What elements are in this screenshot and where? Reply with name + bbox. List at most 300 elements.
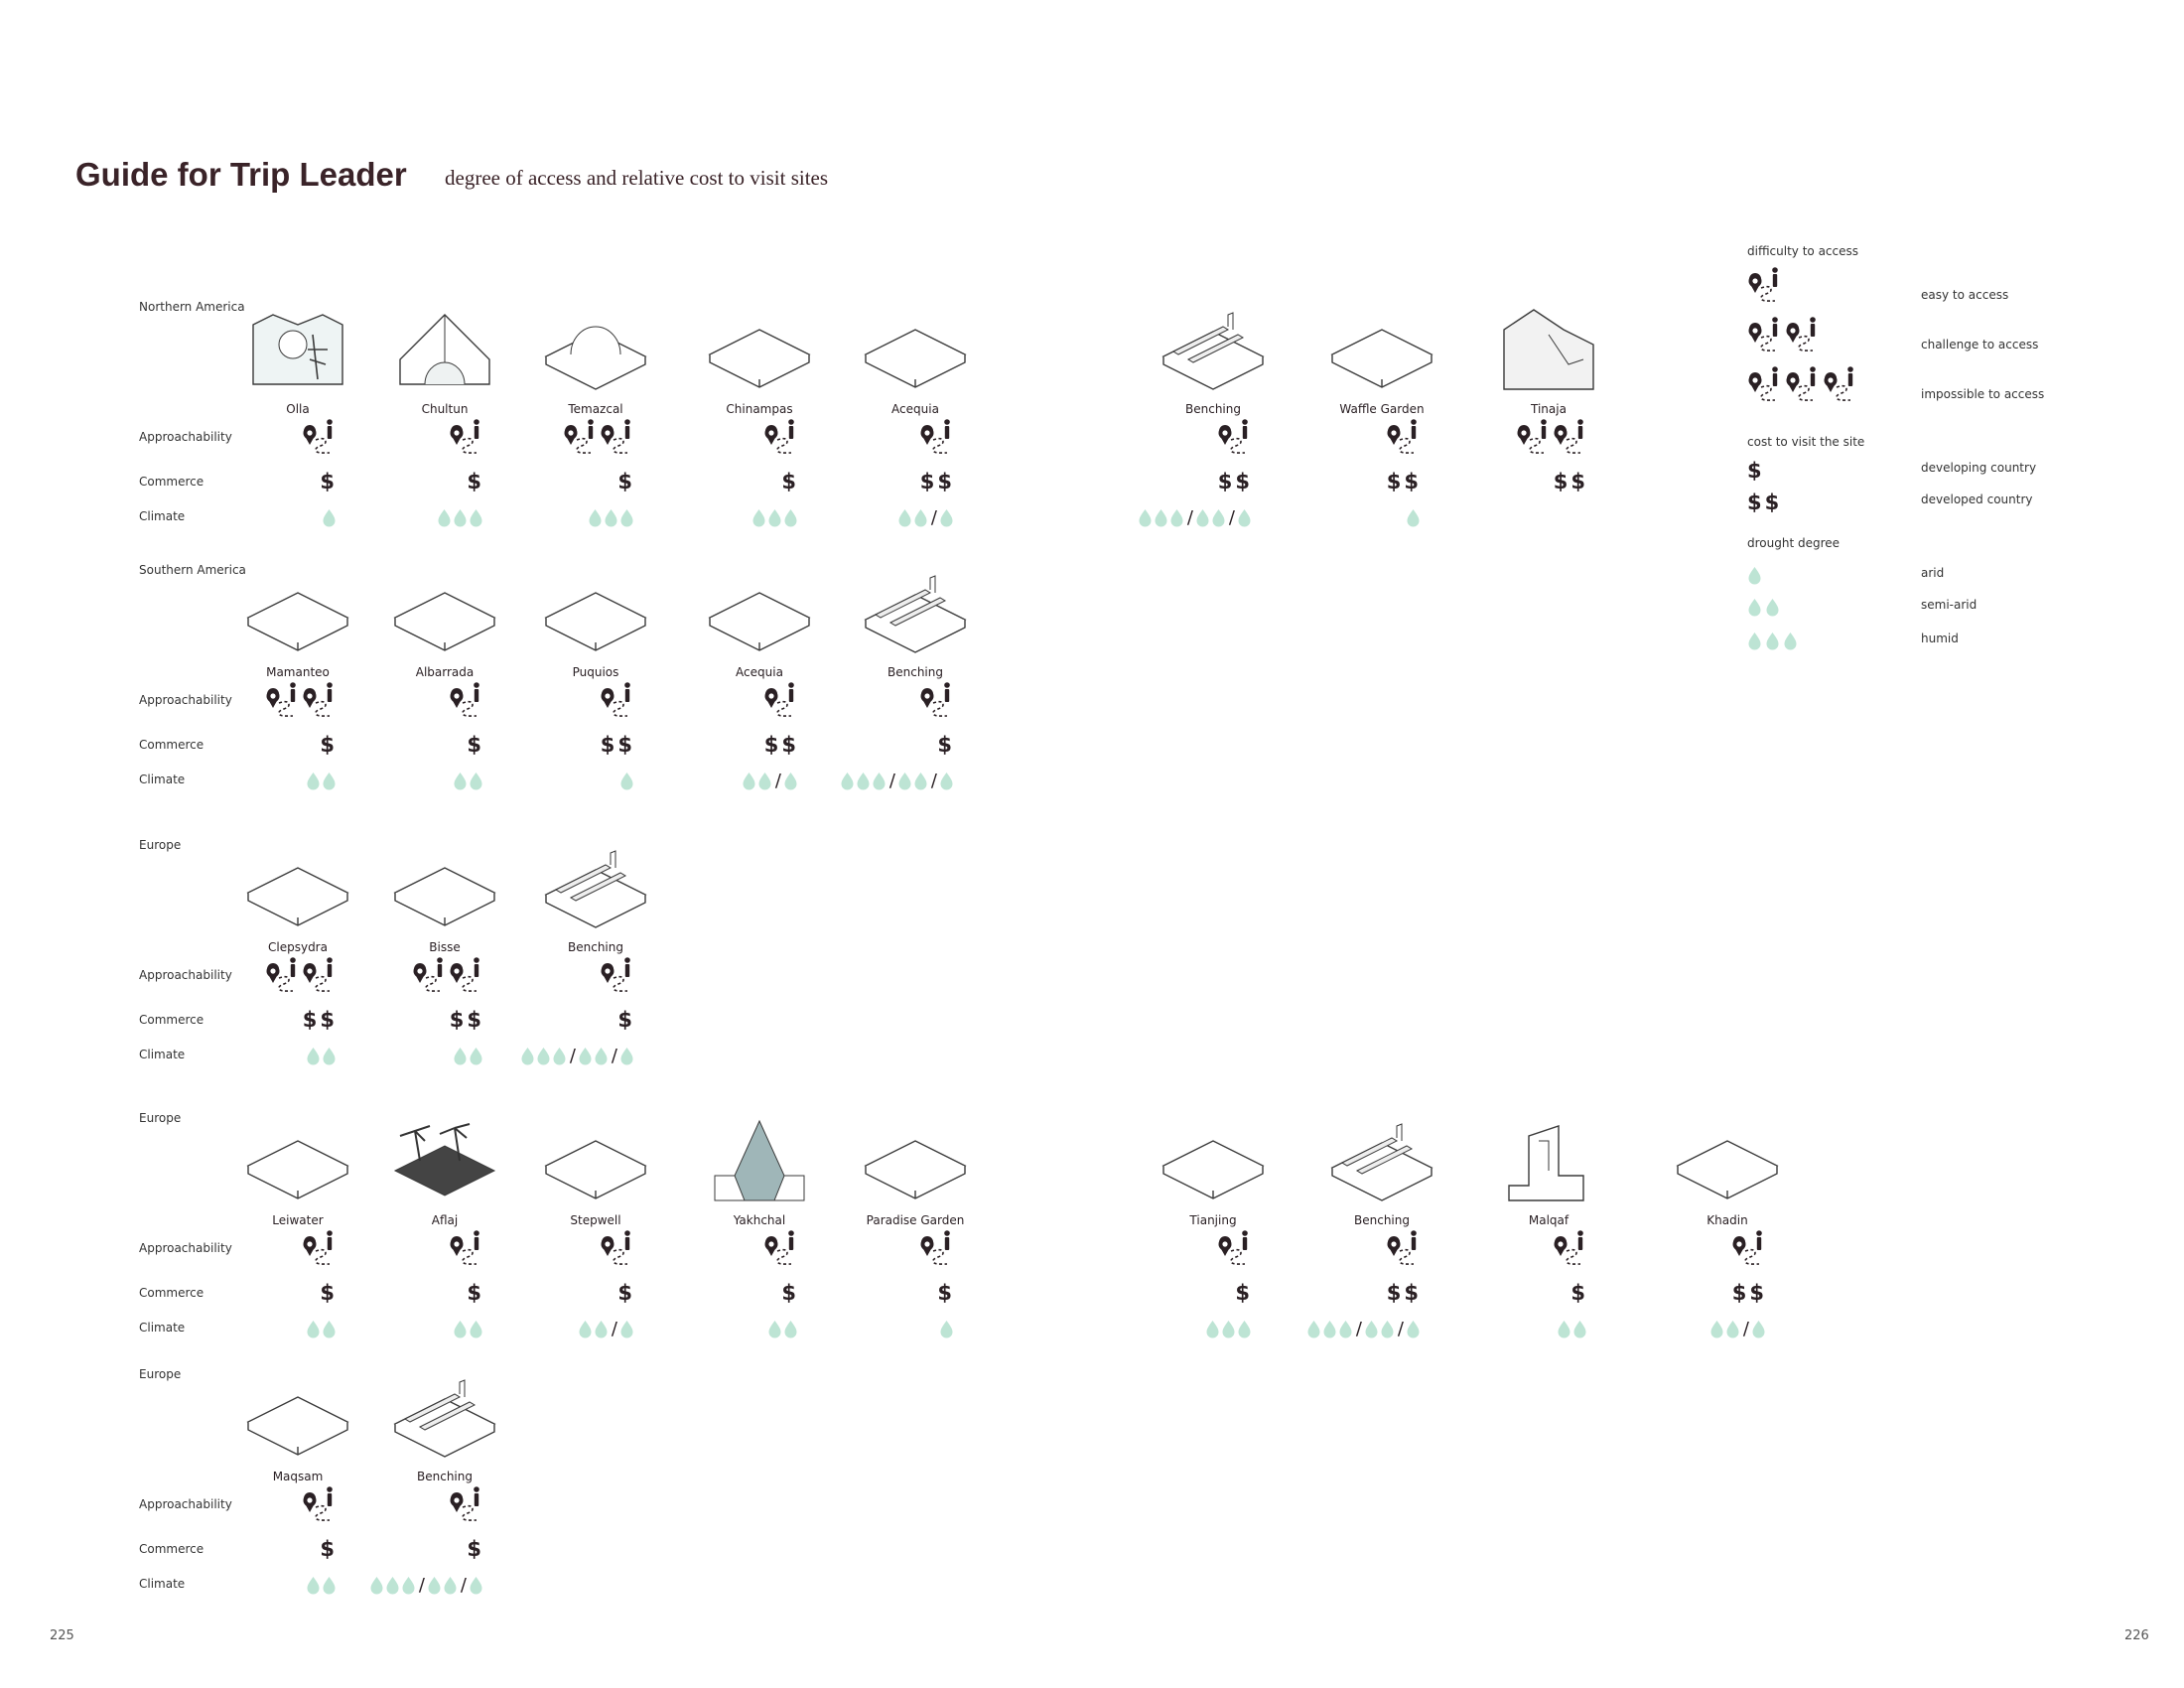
cost-symbol: $$	[449, 1008, 484, 1032]
temazcal-drawing	[536, 305, 655, 394]
approachability-icons	[600, 1233, 635, 1273]
drop-icon	[939, 772, 955, 790]
slash-separator: /	[930, 770, 937, 791]
access-icon	[600, 681, 635, 725]
climate-drops	[939, 1320, 955, 1338]
site-name: Tinaja	[1531, 402, 1567, 416]
puquios-drawing	[536, 568, 655, 657]
site-name: Bisse	[429, 940, 461, 954]
drop-icon	[453, 1320, 469, 1338]
climate-label: Climate	[139, 773, 186, 786]
drop-icon	[469, 1576, 484, 1595]
drop-icon	[939, 508, 955, 527]
cost-symbol: $	[1235, 1281, 1253, 1305]
region-label: Northern America	[139, 300, 245, 314]
olla-drawing	[238, 305, 357, 394]
drop-icon	[322, 1576, 338, 1595]
cost-symbol: $	[617, 1008, 635, 1032]
slash-separator: /	[1355, 1318, 1362, 1339]
drop-icon	[306, 1047, 322, 1065]
site-name: Benching	[1354, 1213, 1410, 1227]
drop-icon	[1322, 1320, 1338, 1338]
drop-icon	[322, 1047, 338, 1065]
drop-icon	[783, 1320, 799, 1338]
drop-icon	[369, 1576, 385, 1595]
climate-drops	[453, 1320, 484, 1338]
approachability-icons	[449, 422, 484, 462]
difficulty-label: impossible to access	[1921, 387, 2045, 401]
slash-separator: /	[460, 1574, 467, 1596]
site-card	[218, 1372, 377, 1611]
approachability-icons	[449, 1233, 484, 1273]
drop-icon	[453, 1047, 469, 1065]
commerce-label: Commerce	[139, 1542, 205, 1556]
slash-separator: /	[569, 1045, 576, 1066]
drop-icon	[1725, 1320, 1741, 1338]
site-name: Benching	[1185, 402, 1241, 416]
albarrada-drawing	[385, 568, 504, 657]
slash-separator: /	[611, 1045, 617, 1066]
cost-symbol: $$	[1731, 1281, 1767, 1305]
access-icon	[449, 1229, 484, 1273]
site-card	[365, 1116, 524, 1354]
access-icon	[1785, 316, 1821, 359]
climate-drops	[1406, 508, 1422, 527]
page-title: Guide for Trip Leader	[75, 156, 407, 193]
approachability-icons	[1386, 422, 1422, 462]
site-card	[1469, 305, 1628, 543]
site-card	[516, 568, 675, 806]
cost-symbol: $	[781, 1281, 799, 1305]
site-name: Acequia	[891, 402, 939, 416]
access-icon	[1553, 1229, 1588, 1273]
access-icon	[1516, 418, 1552, 462]
site-card	[836, 305, 995, 543]
climate-label: Climate	[139, 1321, 186, 1335]
cost-symbol: $	[617, 1281, 635, 1305]
cost-symbol: $	[320, 470, 338, 493]
access-icon	[763, 681, 799, 725]
drop-icon	[1138, 508, 1154, 527]
site-name: Acequia	[736, 665, 783, 679]
region-label: Europe	[139, 1111, 182, 1125]
region-label: Southern America	[139, 563, 246, 577]
drop-icon	[872, 772, 887, 790]
drop-icon	[1195, 508, 1211, 527]
approachability-icons	[1386, 1233, 1422, 1273]
bisse-drawing	[385, 843, 504, 932]
approachability-icons	[600, 685, 635, 725]
access-icon	[1217, 1229, 1253, 1273]
climate-drops	[306, 1320, 338, 1338]
site-card	[218, 568, 377, 806]
drop-icon	[939, 1320, 955, 1338]
site-name: Mamanteo	[266, 665, 330, 679]
drought-symbol	[1747, 598, 1781, 617]
cost-symbol: $$	[600, 733, 635, 757]
acequia-drawing	[700, 568, 819, 657]
site-card	[1469, 1116, 1628, 1354]
access-icon	[600, 956, 635, 1000]
drop-icon	[783, 508, 799, 527]
access-icon	[302, 1229, 338, 1273]
access-icon	[1747, 365, 1783, 409]
drop-icon	[1237, 508, 1253, 527]
difficulty-symbol	[1747, 365, 1858, 409]
site-name: Clepsydra	[268, 940, 328, 954]
approachability-icons	[763, 422, 799, 462]
site-name: Stepwell	[570, 1213, 621, 1227]
drop-icon	[578, 1047, 594, 1065]
drop-icon	[767, 508, 783, 527]
access-icon	[265, 681, 301, 725]
stepwell-drawing	[536, 1116, 655, 1205]
drop-icon	[751, 508, 767, 527]
tinaja-drawing	[1489, 305, 1608, 394]
khadin-drawing	[1668, 1116, 1787, 1205]
drop-icon	[897, 772, 913, 790]
cost-symbol: $$	[919, 470, 955, 493]
drop-icon	[1154, 508, 1169, 527]
drop-icon	[619, 508, 635, 527]
drought-symbol	[1747, 632, 1799, 650]
approachability-icons	[763, 1233, 799, 1273]
approachability-icons	[302, 422, 338, 462]
drop-icon	[469, 1320, 484, 1338]
approachability-label: Approachability	[139, 968, 232, 982]
cost-symbol: $$	[1217, 470, 1253, 493]
site-card	[218, 305, 377, 543]
site-name: Tianjing	[1189, 1213, 1237, 1227]
drop-icon	[619, 1320, 635, 1338]
site-card	[680, 568, 839, 806]
site-card	[1302, 1116, 1461, 1354]
benching-drawing	[536, 843, 655, 932]
cost-symbol: $	[320, 1281, 338, 1305]
site-card	[680, 305, 839, 543]
approachability-icons	[600, 960, 635, 1000]
drop-icon	[594, 1320, 610, 1338]
access-icon	[302, 956, 338, 1000]
approachability-icons	[265, 960, 338, 1000]
slash-separator: /	[930, 506, 937, 528]
drop-icon	[1765, 598, 1781, 617]
climate-drops	[1138, 508, 1253, 527]
cost-symbol: $$	[1386, 1281, 1422, 1305]
commerce-label: Commerce	[139, 738, 205, 752]
cost-symbol: $	[320, 733, 338, 757]
site-name: Albarrada	[415, 665, 475, 679]
drop-icon	[604, 508, 619, 527]
cost-symbol: $	[1570, 1281, 1588, 1305]
climate-drops	[1205, 1320, 1253, 1338]
site-name: Paradise Garden	[866, 1213, 965, 1227]
cost-symbol: $	[617, 470, 635, 493]
cost-symbol: $$	[302, 1008, 338, 1032]
difficulty-title: difficulty to access	[1747, 244, 1859, 258]
site-name: Chinampas	[726, 402, 793, 416]
cost-symbol: $	[937, 1281, 955, 1305]
approachability-icons	[1217, 1233, 1253, 1273]
drop-icon	[1338, 1320, 1354, 1338]
site-card	[836, 1116, 995, 1354]
drought-symbol	[1747, 566, 1763, 585]
climate-label: Climate	[139, 1577, 186, 1591]
cost-symbol: $$	[1747, 491, 1783, 514]
slash-separator: /	[888, 770, 895, 791]
difficulty-symbol	[1747, 266, 1783, 310]
approachability-icons	[302, 1489, 338, 1529]
commerce-label: Commerce	[139, 475, 205, 489]
drop-icon	[1237, 1320, 1253, 1338]
climate-drops	[437, 508, 484, 527]
climate-drops	[1306, 1320, 1422, 1338]
drop-icon	[1783, 632, 1799, 650]
slash-separator: /	[774, 770, 781, 791]
site-name: Chultun	[421, 402, 469, 416]
drop-icon	[913, 508, 929, 527]
drop-icon	[469, 772, 484, 790]
access-icon	[1823, 365, 1858, 409]
region-label: Europe	[139, 1367, 182, 1381]
slash-separator: /	[611, 1318, 617, 1339]
site-card	[218, 1116, 377, 1354]
waffle-garden-drawing	[1322, 305, 1441, 394]
drop-icon	[536, 1047, 552, 1065]
climate-drops	[897, 508, 955, 527]
climate-drops	[369, 1576, 484, 1595]
climate-drops	[322, 508, 338, 527]
cost-title: cost to visit the site	[1747, 435, 1865, 449]
drop-icon	[453, 508, 469, 527]
climate-drops	[306, 1047, 338, 1065]
paradise-garden-drawing	[856, 1116, 975, 1205]
approachability-label: Approachability	[139, 430, 232, 444]
drop-icon	[306, 1576, 322, 1595]
site-card	[516, 305, 675, 543]
approachability-icons	[1731, 1233, 1767, 1273]
climate-drops	[306, 1576, 338, 1595]
cost-symbol: $	[467, 1281, 484, 1305]
approachability-icons	[449, 1489, 484, 1529]
drop-icon	[1306, 1320, 1322, 1338]
drop-icon	[1557, 1320, 1572, 1338]
climate-drops	[840, 772, 955, 790]
approachability-icons	[1217, 422, 1253, 462]
access-icon	[449, 681, 484, 725]
site-name: Benching	[568, 940, 623, 954]
climate-drops	[751, 508, 799, 527]
drop-icon	[1406, 1320, 1422, 1338]
site-card	[516, 843, 675, 1081]
commerce-label: Commerce	[139, 1013, 205, 1027]
drop-icon	[1751, 1320, 1767, 1338]
drop-icon	[1747, 598, 1763, 617]
access-icon	[763, 1229, 799, 1273]
drop-icon	[443, 1576, 459, 1595]
drop-icon	[322, 772, 338, 790]
drop-icon	[742, 772, 757, 790]
drop-icon	[897, 508, 913, 527]
access-icon	[1747, 316, 1783, 359]
benching-drawing	[1322, 1116, 1441, 1205]
cost-symbol: $	[467, 470, 484, 493]
cost-symbol: $	[1747, 459, 1765, 483]
access-icon	[302, 1485, 338, 1529]
chultun-drawing	[385, 305, 504, 394]
site-card	[365, 568, 524, 806]
benching-drawing	[856, 568, 975, 657]
drop-icon	[840, 772, 856, 790]
climate-label: Climate	[139, 1048, 186, 1061]
drop-icon	[1747, 632, 1763, 650]
drop-icon	[1205, 1320, 1221, 1338]
access-icon	[600, 1229, 635, 1273]
drop-icon	[1364, 1320, 1380, 1338]
slash-separator: /	[1397, 1318, 1404, 1339]
approachability-label: Approachability	[139, 1241, 232, 1255]
access-icon	[1553, 418, 1588, 462]
site-name: Yakhchal	[733, 1213, 786, 1227]
climate-drops	[578, 1320, 635, 1338]
drop-icon	[1406, 508, 1422, 527]
climate-drops	[1557, 1320, 1588, 1338]
climate-drops	[453, 772, 484, 790]
access-icon	[1217, 418, 1253, 462]
drop-icon	[1765, 632, 1781, 650]
drought-label: arid	[1921, 566, 1945, 580]
leiwater-drawing	[238, 1116, 357, 1205]
maqsam-drawing	[238, 1372, 357, 1462]
site-name: Maqsam	[272, 1470, 324, 1483]
site-name: Benching	[417, 1470, 473, 1483]
drop-icon	[1709, 1320, 1725, 1338]
benching-drawing	[1154, 305, 1273, 394]
access-icon	[600, 418, 635, 462]
approachability-icons	[563, 422, 635, 462]
cost-symbol: $	[781, 470, 799, 493]
drop-icon	[1380, 1320, 1396, 1338]
drop-icon	[619, 1047, 635, 1065]
cost-symbol: $	[467, 1537, 484, 1561]
site-card	[680, 1116, 839, 1354]
slash-separator: /	[1186, 506, 1193, 528]
drop-icon	[469, 1047, 484, 1065]
drop-icon	[783, 772, 799, 790]
slash-separator: /	[418, 1574, 425, 1596]
drop-icon	[757, 772, 773, 790]
site-card	[516, 1116, 675, 1354]
site-card	[218, 843, 377, 1081]
page-number-right: 226	[2124, 1628, 2149, 1643]
approachability-icons	[1516, 422, 1588, 462]
drop-icon	[306, 1320, 322, 1338]
drop-icon	[322, 508, 338, 527]
aflaj-drawing	[385, 1116, 504, 1205]
drop-icon	[1747, 566, 1763, 585]
cost-symbol: $	[320, 1537, 338, 1561]
climate-drops	[453, 1047, 484, 1065]
difficulty-label: challenge to access	[1921, 338, 2039, 352]
climate-drops	[520, 1047, 635, 1065]
site-name: Benching	[887, 665, 943, 679]
drought-title: drought degree	[1747, 536, 1841, 550]
site-name: Aflaj	[431, 1213, 459, 1227]
site-name: Malqaf	[1528, 1213, 1570, 1227]
drop-icon	[1572, 1320, 1588, 1338]
cost-symbol: $$	[763, 733, 799, 757]
drop-icon	[385, 1576, 401, 1595]
acequia-drawing	[856, 305, 975, 394]
drop-icon	[469, 508, 484, 527]
climate-drops	[588, 508, 635, 527]
access-icon	[449, 956, 484, 1000]
drought-label: humid	[1921, 632, 1959, 645]
drop-icon	[1169, 508, 1185, 527]
drop-icon	[552, 1047, 568, 1065]
climate-drops	[742, 772, 799, 790]
drop-icon	[453, 772, 469, 790]
page-number-left: 225	[50, 1628, 74, 1643]
drop-icon	[619, 772, 635, 790]
access-icon	[1731, 1229, 1767, 1273]
access-icon	[919, 1229, 955, 1273]
approachability-icons	[763, 685, 799, 725]
climate-drops	[619, 772, 635, 790]
approachability-icons	[919, 1233, 955, 1273]
site-name: Puquios	[572, 665, 619, 679]
climate-label: Climate	[139, 509, 186, 523]
site-name: Khadin	[1706, 1213, 1748, 1227]
site-card	[365, 1372, 524, 1611]
access-icon	[449, 1485, 484, 1529]
yakhchal-drawing	[700, 1116, 819, 1205]
access-icon	[265, 956, 301, 1000]
drop-icon	[322, 1320, 338, 1338]
tianjing-drawing	[1154, 1116, 1273, 1205]
site-card	[1134, 305, 1293, 543]
drop-icon	[306, 772, 322, 790]
drop-icon	[520, 1047, 536, 1065]
access-icon	[1785, 365, 1821, 409]
drop-icon	[1211, 508, 1227, 527]
access-icon	[1747, 266, 1783, 310]
difficulty-symbol	[1747, 316, 1821, 359]
drop-icon	[578, 1320, 594, 1338]
difficulty-label: easy to access	[1921, 288, 2009, 302]
approachability-icons	[302, 1233, 338, 1273]
commerce-label: Commerce	[139, 1286, 205, 1300]
site-card	[365, 843, 524, 1081]
drop-icon	[856, 772, 872, 790]
access-icon	[763, 418, 799, 462]
climate-drops	[306, 772, 338, 790]
site-name: Waffle Garden	[1339, 402, 1425, 416]
mamanteo-drawing	[238, 568, 357, 657]
climate-drops	[1709, 1320, 1767, 1338]
approachability-icons	[919, 685, 955, 725]
cost-symbol: $$	[1553, 470, 1588, 493]
access-icon	[302, 418, 338, 462]
approachability-label: Approachability	[139, 693, 232, 707]
site-name: Temazcal	[568, 402, 623, 416]
slash-separator: /	[1228, 506, 1235, 528]
approachability-icons	[1553, 1233, 1588, 1273]
cost-label: developed country	[1921, 492, 2033, 506]
site-card	[365, 305, 524, 543]
site-name: Olla	[286, 402, 310, 416]
cost-symbol: $$	[1386, 470, 1422, 493]
